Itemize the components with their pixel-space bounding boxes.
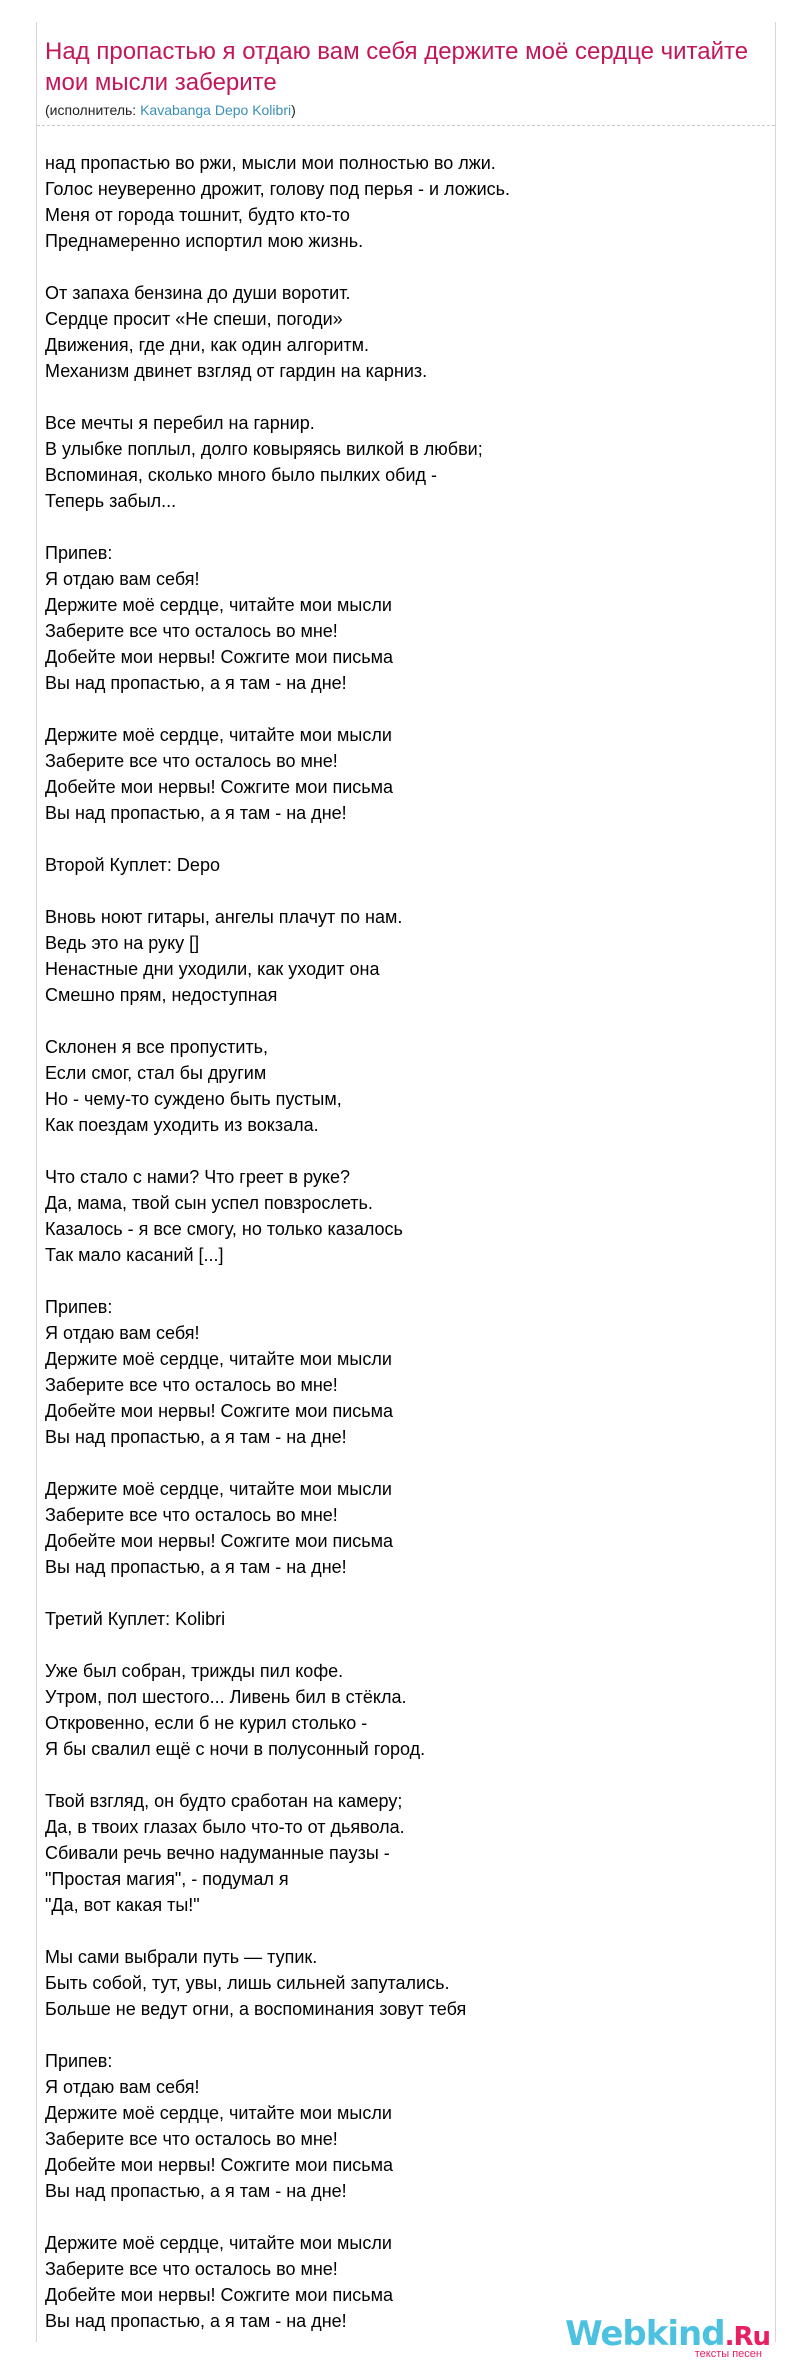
artist-link-kolibri[interactable]: Kolibri	[252, 102, 292, 118]
lyric-line: Утром, пол шестого... Ливень бил в стёкла.	[45, 1687, 407, 1707]
lyrics-stanza	[45, 1658, 775, 1762]
lyric-line: Откровенно, если б не курил столько -	[45, 1713, 368, 1733]
lyric-line: Держите моё сердце, читайте мои мысли	[45, 1349, 392, 1369]
lyrics-stanza	[45, 410, 775, 514]
lyrics-stanza	[45, 1294, 775, 1450]
lyric-line: Что стало с нами? Что греет в руке?	[45, 1167, 350, 1187]
artist-prefix: (исполнитель:	[45, 102, 141, 118]
lyric-line: Держите моё сердце, читайте мои мысли	[45, 725, 392, 745]
lyric-line: "Простая магия", - подумал я	[45, 1869, 289, 1889]
lyric-line: Добейте мои нервы! Сожгите мои письма	[45, 647, 394, 667]
lyric-line: Твой взгляд, он будто сработан на камеру;	[45, 1791, 403, 1811]
lyric-line: Вы над пропастью, а я там - на дне!	[45, 673, 347, 693]
lyric-line: Я отдаю вам себя!	[45, 1323, 200, 1343]
lyrics-body	[37, 126, 775, 2334]
lyric-line: Вы над пропастью, а я там - на дне!	[45, 2311, 347, 2331]
lyrics-stanza	[45, 1606, 775, 1632]
lyric-line: Вы над пропастью, а я там - на дне!	[45, 2181, 347, 2201]
lyric-line: Добейте мои нервы! Сожгите мои письма	[45, 777, 394, 797]
lyrics-stanza	[45, 1034, 775, 1138]
lyric-line: Держите моё сердце, читайте мои мысли	[45, 1479, 392, 1499]
lyrics-stanza	[45, 540, 775, 696]
lyric-line: Держите моё сердце, читайте мои мысли	[45, 2233, 392, 2253]
lyric-line: Я отдаю вам себя!	[45, 569, 200, 589]
lyric-line: Голос неуверенно дрожит, голову под перья - и ложись.	[45, 179, 511, 199]
lyric-line: Припев:	[45, 1297, 113, 1317]
lyrics-stanza	[45, 1944, 775, 2022]
lyric-line: Добейте мои нервы! Сожгите мои письма	[45, 1531, 394, 1551]
lyrics-stanza	[45, 904, 775, 1008]
lyric-line: Добейте мои нервы! Сожгите мои письма	[45, 2155, 394, 2175]
lyric-line: Мы сами выбрали путь — тупик.	[45, 1947, 318, 1967]
lyric-line: Да, в твоих глазах было что-то от дьявола.	[45, 1817, 405, 1837]
logo-main-text: Webkind	[565, 2314, 725, 2354]
lyric-line: Так мало касаний [...]	[45, 1245, 224, 1265]
lyric-line: Движения, где дни, как один алгоритм.	[45, 335, 370, 355]
lyric-line: Казалось - я все смогу, но только казалось	[45, 1219, 403, 1239]
lyric-line: Сердце просит «Не спеши, погоди»	[45, 309, 343, 329]
lyrics-stanza	[45, 150, 775, 254]
lyrics-stanza	[45, 1476, 775, 1580]
lyric-line: Третий Куплет: Kolibri	[45, 1609, 226, 1629]
lyric-line: Добейте мои нервы! Сожгите мои письма	[45, 2285, 394, 2305]
artist-link-depo[interactable]: Depo	[214, 102, 249, 118]
site-logo[interactable]	[565, 2314, 770, 2360]
lyric-line: Ведь это на руку []	[45, 933, 200, 953]
lyric-line: Теперь забыл...	[45, 491, 177, 511]
lyric-line: Вы над пропастью, а я там - на дне!	[45, 803, 347, 823]
lyric-line: Вы над пропастью, а я там - на дне!	[45, 1427, 347, 1447]
lyric-line: Ненастные дни уходили, как уходит она	[45, 959, 380, 979]
lyric-line: Добейте мои нервы! Сожгите мои письма	[45, 1401, 394, 1421]
lyric-line: Уже был собран, трижды пил кофе.	[45, 1661, 344, 1681]
lyric-line: Заберите все что осталось во мне!	[45, 1375, 338, 1395]
lyric-line: Преднамеренно испортил мою жизнь.	[45, 231, 364, 251]
lyric-line: Вновь ноют гитары, ангелы плачут по нам.	[45, 907, 403, 927]
lyric-line: Вы над пропастью, а я там - на дне!	[45, 1557, 347, 1577]
lyrics-stanza	[45, 1788, 775, 1918]
lyric-line: Держите моё сердце, читайте мои мысли	[45, 595, 392, 615]
lyric-line: От запаха бензина до души воротит.	[45, 283, 351, 303]
lyric-line: Заберите все что осталось во мне!	[45, 1505, 338, 1525]
lyrics-stanza	[45, 2048, 775, 2204]
lyric-line: Припев:	[45, 2051, 113, 2071]
lyric-line: Заберите все что осталось во мне!	[45, 621, 338, 641]
lyric-line: Сбивали речь вечно надуманные паузы -	[45, 1843, 390, 1863]
lyrics-stanza	[45, 1164, 775, 1268]
logo-tld-text: .Ru	[724, 2322, 770, 2352]
lyric-line: Меня от города тошнит, будто кто-то	[45, 205, 350, 225]
lyric-line: Если смог, стал бы другим	[45, 1063, 267, 1083]
lyric-line: Я бы свалил ещё с ночи в полусонный город.	[45, 1739, 426, 1759]
song-header	[37, 22, 775, 126]
lyric-line: над пропастью во ржи, мысли мои полностью во лжи.	[45, 153, 496, 173]
lyric-line: Как поездам уходить из вокзала.	[45, 1115, 319, 1135]
lyrics-stanza	[45, 722, 775, 826]
lyric-line: Второй Куплет: Depo	[45, 855, 220, 875]
lyric-line: Но - чему-то суждено быть пустым,	[45, 1089, 342, 1109]
artist-link-kavabanga[interactable]: Kavabanga	[140, 102, 211, 118]
logo-tagline: тексты песен	[694, 2348, 762, 2360]
lyric-line: Заберите все что осталось во мне!	[45, 2129, 338, 2149]
lyric-line: Склонен я все пропустить,	[45, 1037, 269, 1057]
lyrics-stanza	[45, 852, 775, 878]
artist-suffix: )	[291, 102, 296, 118]
lyric-line: Больше не ведут огни, а воспоминания зовут тебя	[45, 1999, 467, 2019]
lyric-line: Да, мама, твой сын успел повзрослеть.	[45, 1193, 373, 1213]
page-container	[36, 22, 776, 2342]
lyric-line: Заберите все что осталось во мне!	[45, 2259, 338, 2279]
lyric-line: Механизм двинет взгляд от гардин на карниз.	[45, 361, 428, 381]
lyrics-stanza	[45, 280, 775, 384]
lyric-line: Держите моё сердце, читайте мои мысли	[45, 2103, 392, 2123]
lyric-line: Быть собой, тут, увы, лишь сильней запутались.	[45, 1973, 450, 1993]
lyric-line: В улыбке поплыл, долго ковыряясь вилкой в любви;	[45, 439, 483, 459]
lyric-line: Вспоминая, сколько много было пылких обид -	[45, 465, 438, 485]
page-title: Над пропастью я отдаю вам себя держите моё сердце читайте мои мысли заберите	[45, 38, 749, 96]
artist-line	[45, 102, 775, 118]
lyric-line: Все мечты я перебил на гарнир.	[45, 413, 315, 433]
lyric-line: Заберите все что осталось во мне!	[45, 751, 338, 771]
lyric-line: Я отдаю вам себя!	[45, 2077, 200, 2097]
lyric-line: "Да, вот какая ты!"	[45, 1895, 200, 1915]
lyric-line: Смешно прям, недоступная	[45, 985, 278, 1005]
lyric-line: Припев:	[45, 543, 113, 563]
